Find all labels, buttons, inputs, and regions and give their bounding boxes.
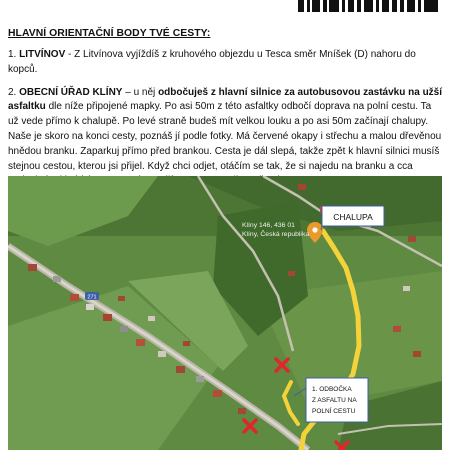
step-obecni-urad: [8, 86, 444, 190]
place-label-line2: Klíny, Česká republika: [242, 231, 310, 238]
step-litvinov: [8, 48, 444, 78]
step-text: – u něj: [122, 86, 159, 98]
step-emphasis: odbočuješ z hlavní silnice za autobusovou zastávku na užší asfaltku: [8, 86, 443, 113]
callout-turn-line2: Z ASFALTU NA: [312, 397, 357, 404]
qr-code-fragment: [298, 0, 438, 12]
step-text: dle níže připojené mapky. Po asi 50m z této asfaltky odbočí doprava na polní cestu. Ta už vede přímo k chalupě. Po levé straně budeš mít velkou louku a po asi 50m začínají chalupy. Naše je skoro na konci cesty, poznáš jí podle fotky. Má červené okapy i střechu a malou dřevěnou hnědou branku. Zaparkuj přímo před brankou. Cesta je dál slepá, takže zpět k hlavní silnici musíš stejnou cestou, kterou jsi přijel. Když chci odjet, otáčím se tak, že si najedu na branku a cca: [8, 101, 442, 172]
step-name: OBECNÍ ÚŘAD KLÍNY: [19, 86, 123, 98]
step-number: 1.: [8, 49, 17, 60]
aerial-map: [8, 176, 442, 450]
directions-document: [8, 28, 444, 197]
place-label-line1: Klíny 146, 436 01: [242, 222, 295, 229]
step-text: - Z Litvínova vyjíždíš z kruhového objezdu u Tesca směr Mníšek (D) nahoru do kopců.: [8, 49, 416, 75]
callout-turn-line3: POLNÍ CESTU: [312, 408, 356, 415]
callout-turn-line1: 1. ODBOČKA: [312, 386, 352, 393]
road-number-text: 271: [87, 294, 97, 301]
callout-chalupa-text: CHALUPA: [333, 212, 373, 222]
page-heading: HLAVNÍ ORIENTAČNÍ BODY TVÉ CESTY:: [8, 28, 211, 39]
step-name: LITVÍNOV: [19, 49, 66, 60]
step-number: 2.: [8, 86, 17, 98]
